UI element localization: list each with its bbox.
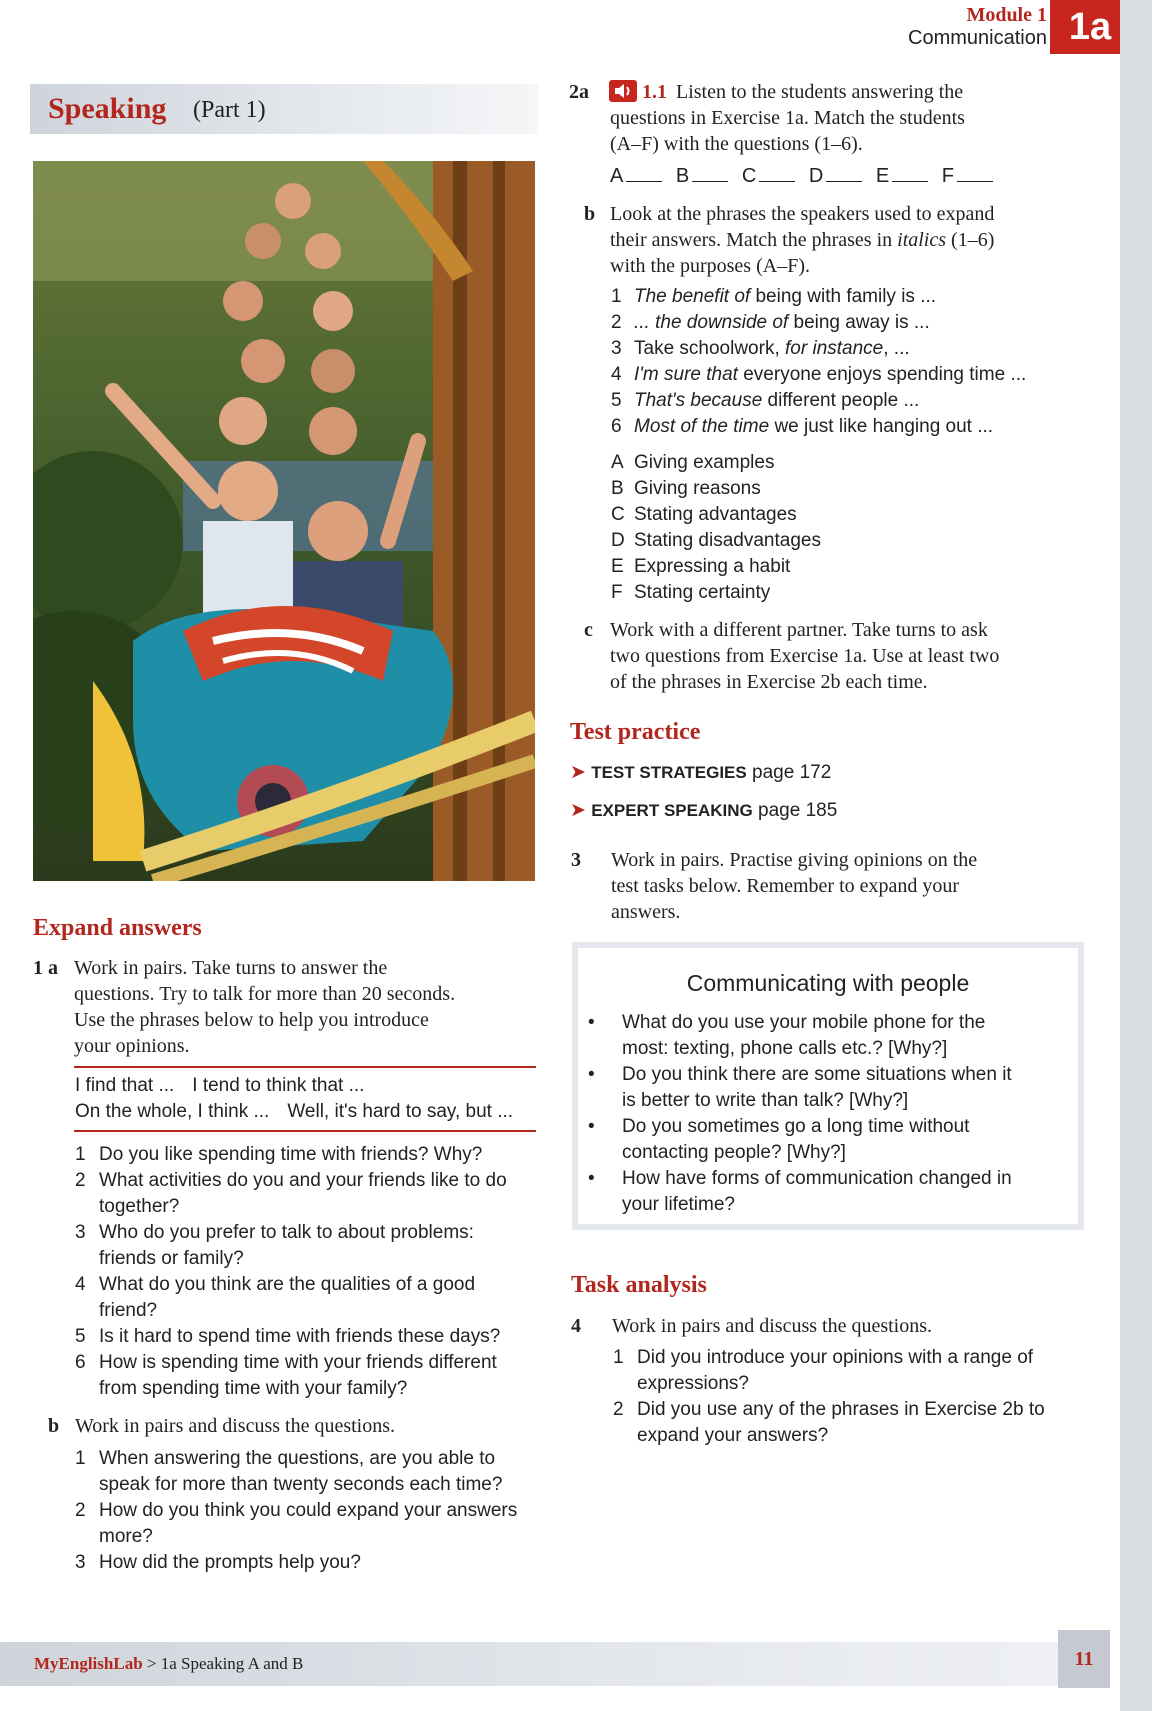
purpose-text: Expressing a habit	[634, 556, 791, 577]
comm-bullet: • What do you use your mobile phone for the most: texting, phone calls etc.? [Why?]	[588, 1012, 986, 1059]
speaking-part: (Part 1)	[193, 97, 266, 123]
ex3-instructions: Work in pairs. Practise giving opinions on the test tasks below. Remember to expand your answers.	[611, 849, 978, 923]
ex4-number: 4	[571, 1315, 581, 1337]
q-number: 3	[75, 1552, 86, 1573]
q-number: 1	[613, 1347, 624, 1368]
arrow-icon: ➤	[570, 762, 586, 783]
answer-blanks: A B C D E F	[610, 163, 993, 189]
purpose-letter: F	[611, 582, 623, 603]
module-label: Module 1	[966, 4, 1047, 26]
phrase-number: 2	[611, 312, 622, 333]
footer-bar	[0, 1642, 1058, 1686]
ex1b-instructions: Work in pairs and discuss the questions.	[75, 1415, 396, 1437]
ex2a-instructions: Listen to the students answering the questions in Exercise 1a. Match the students (A–F) with the questions (1–6).	[610, 81, 965, 155]
q-number: 4	[75, 1274, 86, 1295]
module-header	[908, 4, 1047, 50]
phrase-text: Most of the time we just like hanging out ...	[634, 416, 994, 437]
ex4-instructions: Work in pairs and discuss the questions.	[612, 1315, 933, 1337]
purpose-text: Giving reasons	[634, 478, 761, 499]
q-number: 1	[75, 1144, 86, 1165]
phrase-text: Take schoolwork, for instance, ...	[634, 338, 910, 359]
phrase-rule-top	[74, 1066, 536, 1068]
ex2b-instructions: Look at the phrases the speakers used to expand their answers. Match the phrases in italics (1–6) with the purposes (A–F).	[610, 203, 995, 277]
purpose-letter: B	[611, 478, 624, 499]
speaking-banner	[30, 84, 538, 134]
test-practice-heading: Test practice	[570, 719, 701, 745]
ex1b-number: b	[48, 1415, 60, 1437]
ex3-number: 3	[571, 849, 581, 871]
q-text: Who do you prefer to talk to about problems: friends or family?	[99, 1222, 474, 1269]
rollercoaster-photo	[33, 161, 535, 881]
purpose-letter: E	[611, 556, 624, 577]
q-number: 2	[75, 1170, 86, 1191]
phrase-box: I find that ... I tend to think that ... On the whole, I think ... Well, it's hard to say, but ...	[75, 1075, 514, 1122]
phrase-number: 1	[611, 286, 622, 307]
purpose-letter: A	[611, 452, 624, 473]
phrase-rule-bottom	[74, 1130, 536, 1132]
q-text: How is spending time with your friends different from spending time with your family?	[99, 1352, 497, 1399]
arrow-icon: ➤	[570, 800, 586, 821]
phrase-number: 5	[611, 390, 622, 411]
footer-crumb: > 1a Speaking A and B	[142, 1654, 304, 1673]
section-label: Communication	[908, 27, 1047, 49]
purpose-letter: C	[611, 504, 625, 525]
ex2a-number: 2a	[569, 81, 589, 103]
ex2b-number: b	[584, 203, 596, 225]
q-text: What activities do you and your friends like to do together?	[99, 1170, 507, 1217]
page-edge	[1120, 0, 1152, 1711]
q-text: When answering the questions, are you able to speak for more than twenty seconds each time?	[99, 1448, 503, 1495]
communicating-title: Communicating with people	[686, 970, 970, 996]
speaking-title: Speaking	[48, 92, 167, 125]
phrase-text: The benefit of being with family is ...	[634, 286, 937, 307]
myenglishlab-link[interactable]: MyEnglishLab	[34, 1654, 143, 1673]
unit-tag: 1a	[1050, 0, 1130, 54]
q-number: 5	[75, 1326, 86, 1347]
test-strategies-link[interactable]: ➤ TEST STRATEGIES page 172	[570, 762, 832, 783]
comm-bullet: • How have forms of communication changed in your lifetime?	[588, 1168, 1012, 1215]
ex2c-number: c	[584, 619, 593, 641]
ex1a-number: 1 a	[33, 957, 58, 979]
purpose-letter: D	[611, 530, 625, 551]
track-number: 1.1	[642, 81, 667, 103]
phrase-text: ... the downside of being away is ...	[634, 312, 930, 333]
footer-breadcrumb[interactable]	[34, 1654, 303, 1674]
q-text: How do you think you could expand your answers more?	[99, 1500, 518, 1547]
page-number: 11	[1058, 1630, 1110, 1688]
expert-speaking-link[interactable]: ➤ EXPERT SPEAKING page 185	[570, 800, 838, 821]
communicating-box	[572, 942, 1084, 1230]
phrase-text: That's because different people ...	[634, 390, 920, 411]
q-text: Is it hard to spend time with friends these days?	[99, 1326, 501, 1347]
q-number: 2	[613, 1399, 624, 1420]
phrase-number: 4	[611, 364, 622, 385]
q-number: 6	[75, 1352, 86, 1373]
q-text: What do you think are the qualities of a good friend?	[99, 1274, 476, 1321]
q-number: 3	[75, 1222, 86, 1243]
ex2c-instructions: Work with a different partner. Take turns to ask two questions from Exercise 1a. Use at least two of the phrases in Exercise 2b each time.	[610, 619, 1000, 693]
purpose-text: Stating disadvantages	[634, 530, 821, 551]
q-text: Did you introduce your opinions with a range of expressions?	[637, 1347, 1034, 1394]
q-number: 1	[75, 1448, 86, 1469]
purpose-text: Stating advantages	[634, 504, 797, 525]
q-text: How did the prompts help you?	[99, 1552, 361, 1573]
comm-bullet: • Do you think there are some situations when it is better to write than talk? [Why?]	[588, 1064, 1012, 1111]
phrase-number: 6	[611, 416, 622, 437]
q-text: Did you use any of the phrases in Exercise 2b to expand your answers?	[637, 1399, 1045, 1446]
expand-answers-heading: Expand answers	[33, 915, 202, 941]
q-text: Do you like spending time with friends? Why?	[99, 1144, 483, 1165]
comm-bullet: • Do you sometimes go a long time without contacting people? [Why?]	[588, 1116, 970, 1163]
phrase-text: I'm sure that everyone enjoys spending time ...	[634, 364, 1027, 385]
ex1a-instructions: Work in pairs. Take turns to answer the questions. Try to talk for more than 20 seconds. Use the phrases below to help you introduce your opinions.	[74, 957, 456, 1057]
phrase-number: 3	[611, 338, 622, 359]
purpose-text: Stating certainty	[634, 582, 771, 603]
q-number: 2	[75, 1500, 86, 1521]
task-analysis-heading: Task analysis	[571, 1272, 707, 1298]
purpose-text: Giving examples	[634, 452, 775, 473]
